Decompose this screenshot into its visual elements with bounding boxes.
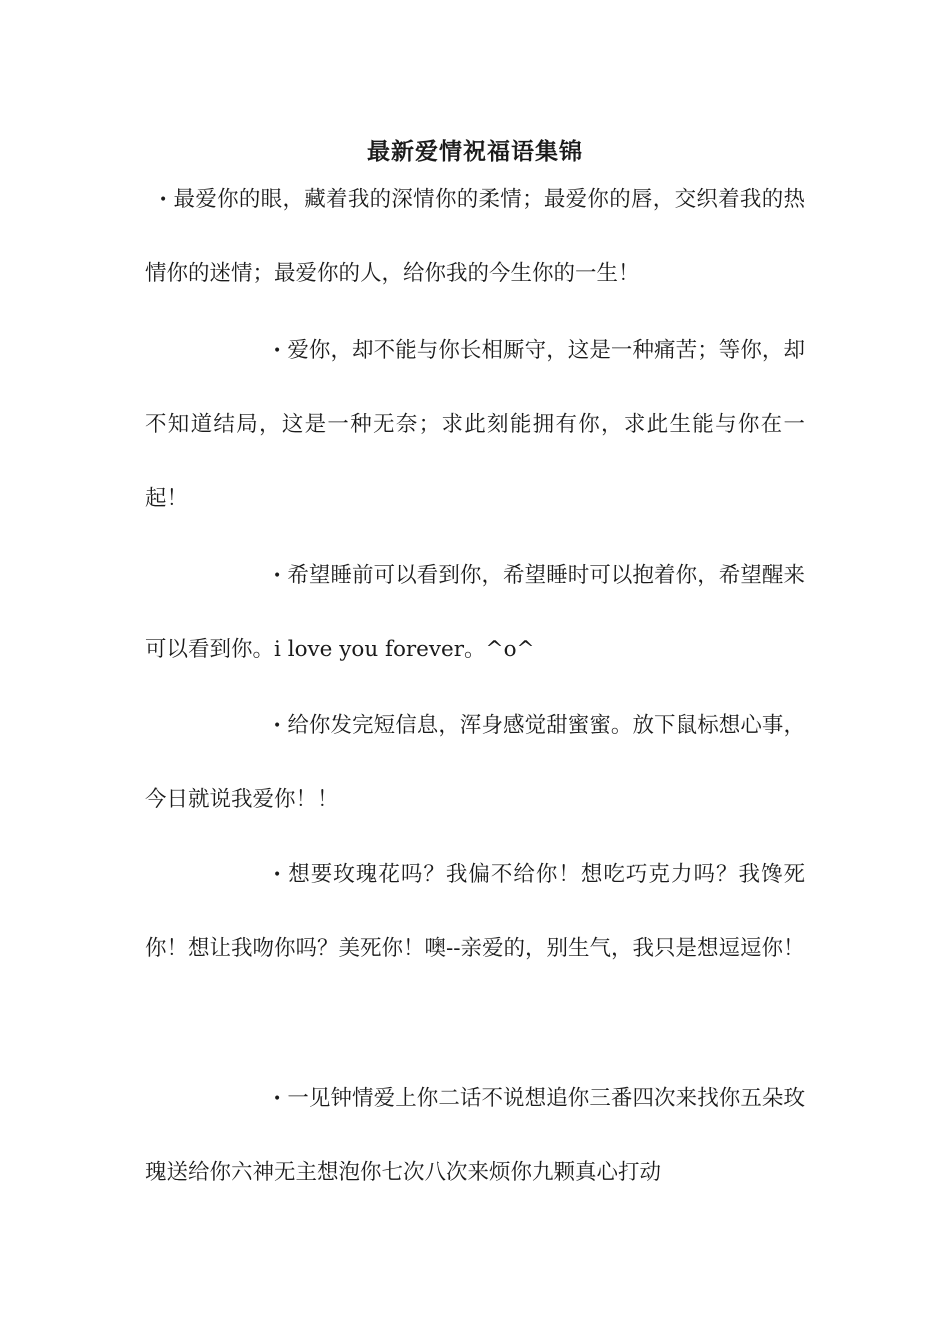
bullet-icon: • [159, 192, 168, 208]
bullet-icon: • [273, 718, 282, 734]
paragraph-6 [145, 1062, 805, 1210]
paragraph-2 [145, 314, 805, 536]
paragraph-text: 给你发完短信息，浑身感觉甜蜜蜜。放下鼠标想心事，今日就说我爱你！！ [145, 713, 805, 812]
paragraph-text: 一见钟情爱上你二话不说想追你三番四次来找你五朵玫瑰送给你六神无主想泡你七次八次来烦你九颗真心打动 [145, 1086, 805, 1185]
paragraph-text: 爱你，却不能与你长相厮守，这是一种痛苦；等你，却不知道结局，这是一种无奈；求此刻能拥有你，求此生能与你在一起！ [145, 338, 805, 511]
paragraph-text: 想要玫瑰花吗？我偏不给你！想吃巧克力吗？我馋死你！想让我吻你吗？美死你！噢--亲爱的，别生气，我只是想逗逗你！ [145, 862, 805, 961]
bullet-icon: • [273, 568, 282, 584]
paragraph-text: 最爱你的眼，藏着我的深情你的柔情；最爱你的唇，交织着我的热情你的迷情；最爱你的人，给你我的今生你的一生！ [145, 187, 805, 286]
paragraph-3 [145, 539, 805, 687]
document-title: 最新爱情祝福语集锦 [367, 138, 583, 165]
paragraph-1 [145, 163, 805, 311]
paragraph-5 [145, 838, 805, 986]
bullet-icon: • [273, 867, 282, 883]
paragraph-4 [145, 689, 805, 837]
bullet-icon: • [273, 1091, 282, 1107]
paragraph-text: 希望睡前可以看到你，希望睡时可以抱着你，希望醒来可以看到你。i love you forever。^o^ [145, 563, 805, 662]
bullet-icon: • [273, 343, 282, 359]
